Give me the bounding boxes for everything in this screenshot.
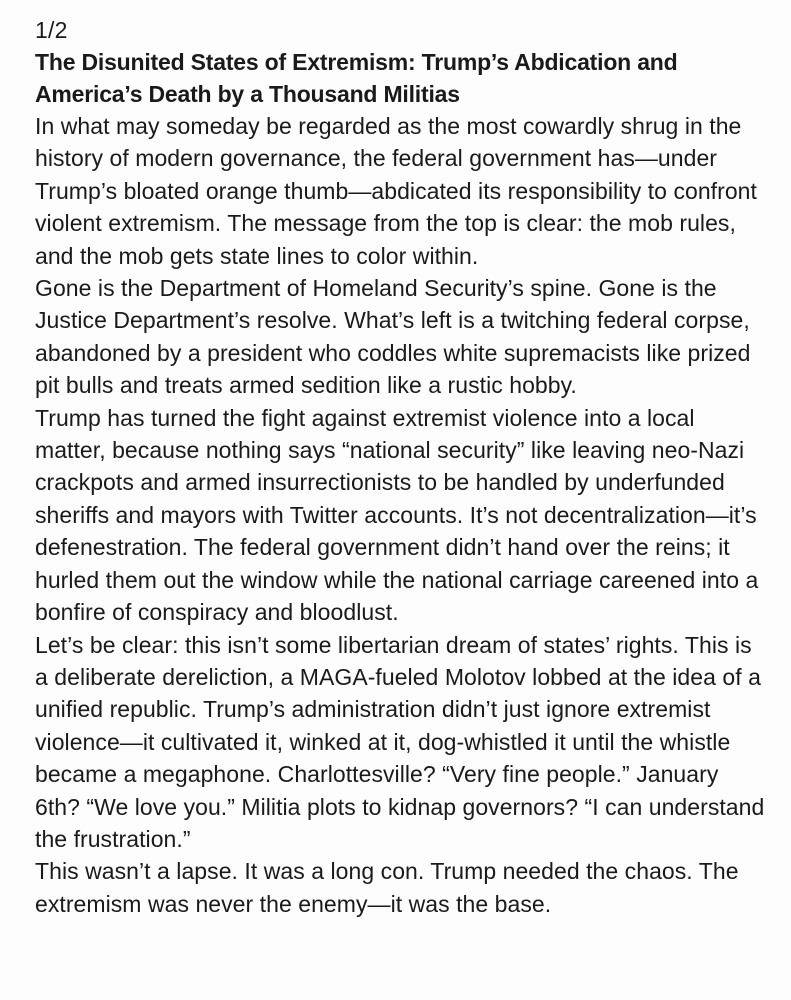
paragraph-3: Trump has turned the fight against extremist violence into a local matter, because nothing says “national security” like leaving neo-Nazi crackpots and armed insurrectionists to be handled by underfunded sheriffs and mayors with Twitter accounts. It’s not decentralization—it’s defenestration. The federal government didn’t hand over the reins; it hurled them out the window while the national carriage careened into a bonfire of conspiracy and bloodlust.: [35, 404, 759, 626]
page-indicator: 1/2: [35, 17, 68, 43]
paragraph-2: Gone is the Department of Homeland Security’s spine. Gone is the Justice Department’s resolve. What’s left is a twitching federal corpse, abandoned by a president who coddles white supremacists like prized pit bulls and treats armed sedition like a rustic hobby.: [35, 275, 751, 399]
paragraph-1: In what may someday be regarded as the most cowardly shrug in the history of modern governance, the federal government has—under Trump’s bloated orange thumb—abdicated its responsibility to confront violent extremism. The message from the top is clear: the mob rules, and the mob gets state lines to color within.: [35, 113, 757, 269]
paragraph-4: Let’s be clear: this isn’t some libertarian dream of states’ rights. This is a deliberate dereliction, a MAGA-fueled Molotov lobbed at the idea of a unified republic. Trump’s administration didn’t just ignore extremist violence—it cultivated it, winked at it, dog-whistled it until the whistle became a megaphone. Charlottesville? “Very fine people.” January 6th? “We love you.” Militia plots to kidnap governors? “I can understand the frustration.”: [35, 631, 765, 852]
article-title: The Disunited States of Extremism: Trump’s Abdication and America’s Death by a Thousand Militias: [35, 49, 678, 107]
paragraph-5: This wasn’t a lapse. It was a long con. Trump needed the chaos. The extremism was never the enemy—it was the base.: [35, 858, 739, 917]
